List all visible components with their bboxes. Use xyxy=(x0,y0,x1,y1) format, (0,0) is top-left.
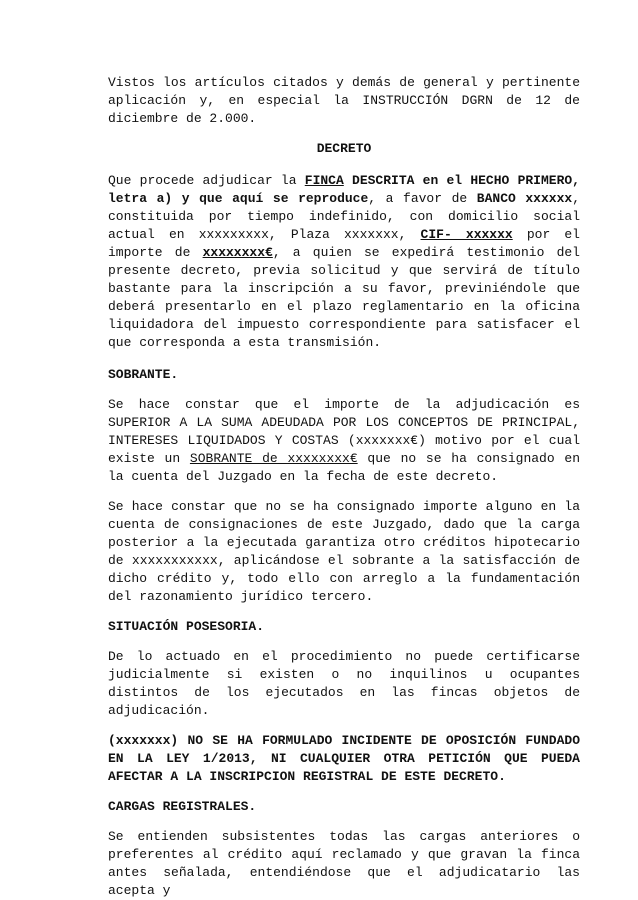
banco-name: BANCO xxxxxx xyxy=(476,191,573,206)
situacion-paragraph-1: De lo actuado en el procedimiento no puede certificarse judicialmente si existen o no inquilinos u ocupantes distintos de los ejecutados en las fincas objetos de adjudicación. xyxy=(108,649,580,718)
decreto-text-5: por el importe de xyxy=(108,227,580,260)
decreto-paragraph xyxy=(108,172,580,352)
situacion-heading: SITUACIÓN POSESORIA. xyxy=(108,619,265,634)
cif-value: CIF- xxxxxx xyxy=(420,227,513,242)
decreto-title: DECRETO xyxy=(316,141,372,156)
sobrante-paragraph-1 xyxy=(108,396,580,486)
decreto-text-4: , constituida por tiempo indefinido, con domicilio social actual en xxxxxxxxx, Plaza xxxxxxx, xyxy=(108,191,580,242)
finca-label: FINCA xyxy=(304,173,344,188)
sobrante-text-b: que no se ha consignado en la cuenta del Juzgado en la fecha de este decreto. xyxy=(108,451,580,484)
importe-value: xxxxxxxx€ xyxy=(202,245,273,260)
decreto-text-6: , a quien se expedirá testimonio del presente decreto, previa solicitud y que servirá de título bastante para la inscripción a su favor, previniéndole que deberá presentarlo en el plazo reglamentario en la oficina liquidadora del impuesto correspondiente para satisfacer el que corresponda a esta transmisión. xyxy=(108,245,580,350)
intro-paragraph: Vistos los artículos citados y demás de general y pertinente aplicación y, en especial la INSTRUCCIÓN DGRN de 12 de diciembre de 2.000. xyxy=(108,75,580,126)
sobrante-heading: SOBRANTE. xyxy=(108,367,179,382)
cargas-paragraph-1: Se entienden subsistentes todas las cargas anteriores o preferentes al crédito aquí reclamado y que gravan la finca antes señalada, entendiéndose que el adjudicatario las acepta y xyxy=(108,829,580,898)
situacion-paragraph-2: (xxxxxxx) NO SE HA FORMULADO INCIDENTE DE OPOSICIÓN FUNDADO EN LA LEY 1/2013, NI CUALQUIER OTRA PETICIÓN QUE PUEDA AFECTAR A LA INSCRIPCION REGISTRAL DE ESTE DECRETO. xyxy=(108,733,580,784)
decreto-text-1: Que procede adjudicar la xyxy=(108,173,305,188)
sobrante-text-a: Se hace constar que el importe de la adjudicación es SUPERIOR A LA SUMA ADEUDADA POR LOS CONCEPTOS DE PRINCIPAL, INTERESES LIQUIDADOS Y COSTAS (xxxxxxx€) motivo por el cual existe un xyxy=(108,397,580,466)
finca-description: DESCRITA en el HECHO PRIMERO, letra a) y que aquí se reproduce xyxy=(108,173,580,206)
cargas-heading: CARGAS REGISTRALES. xyxy=(108,799,257,814)
sobrante-amount: SOBRANTE de xxxxxxxx€ xyxy=(189,451,358,466)
sobrante-paragraph-2: Se hace constar que no se ha consignado importe alguno en la cuenta de consignaciones de este Juzgado, dado que la carga posterior a la ejecutada garantiza otro créditos hipotecario de xxxxxxxxxxx, aplicándose el sobrante a la satisfacción de dicho crédito y, todo ello con arreglo a la fundamentación del razonamiento jurídico tercero. xyxy=(108,499,580,604)
decreto-text-3: , a favor de xyxy=(368,191,477,206)
